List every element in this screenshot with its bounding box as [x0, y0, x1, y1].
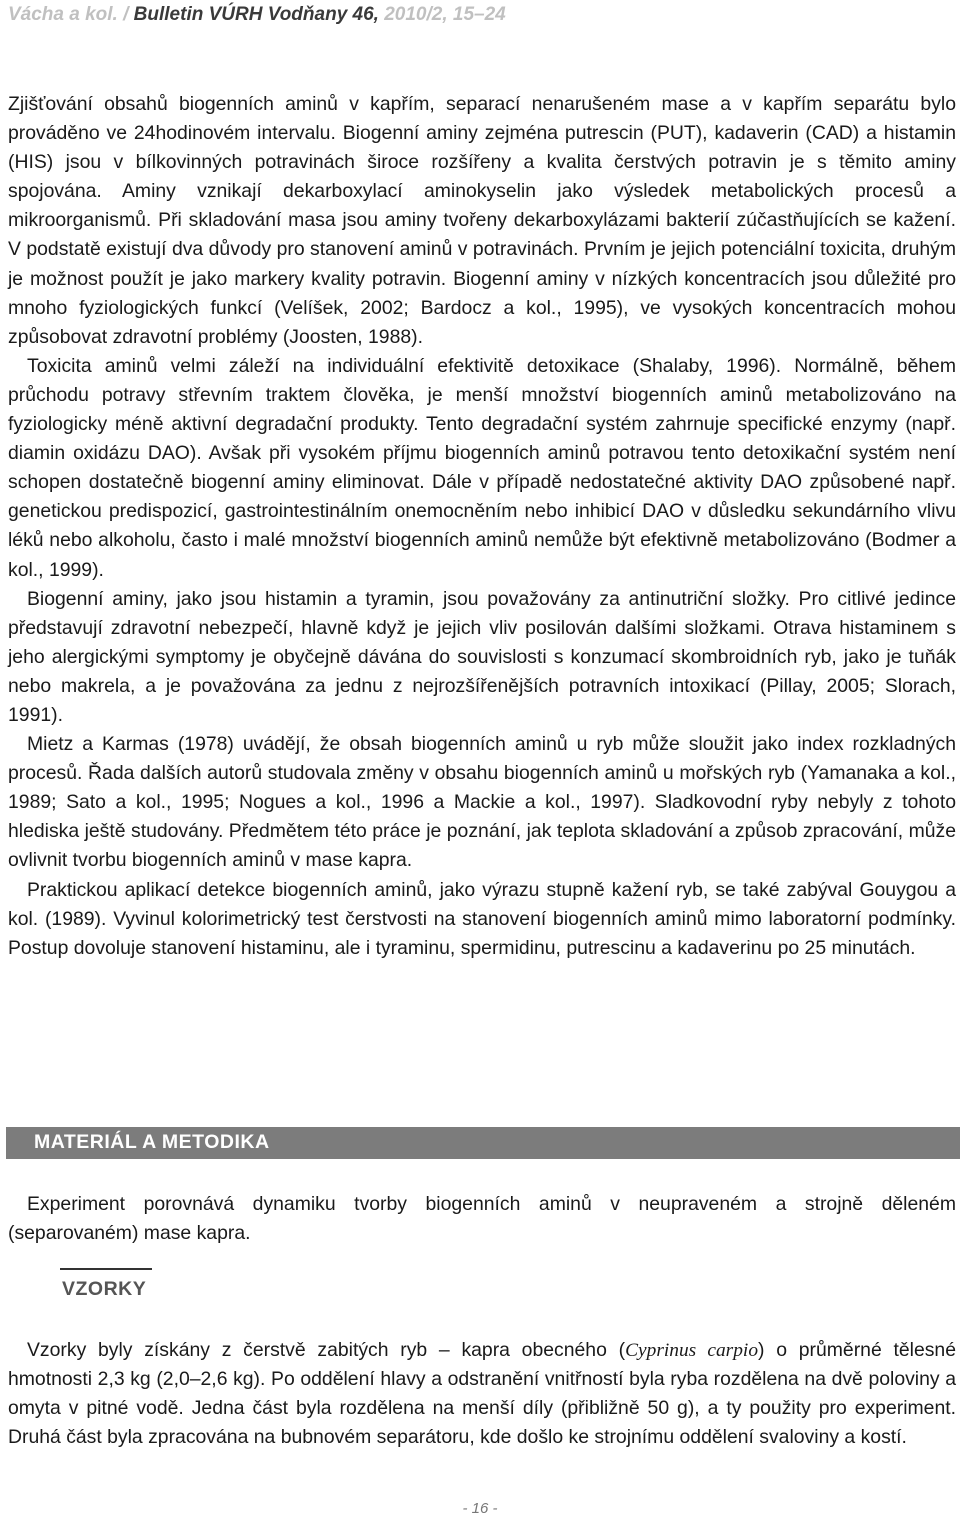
samples-text-after: ) o průměrné tělesné hmotnosti 2,3 kg (2,0–2,6 kg). Po oddělení hlavy a odstranění vnitřností byla ryba rozdělena na dvě poloviny a omyta v pitné vodě. Jedna část byla rozdělena na menší díly (přibližně 50 g), a ty použity pro experiment. Druhá část byla zpracována na bubnovém separátoru, kde došlo ke strojnímu oddělení svaloviny a kostí. — [8, 1339, 956, 1449]
running-header — [8, 4, 506, 26]
methods-intro-text — [8, 1190, 956, 1248]
species-name: Cyprinus carpio — [625, 1340, 759, 1361]
page-number: - 16 - — [462, 1500, 498, 1517]
header-authors: Vácha a kol. / — [8, 4, 134, 25]
intro-paragraph-4: Mietz a Karmas (1978) uvádějí, že obsah biogenních aminů u ryb může sloužit jako index rozkladných procesů. Řada dalších autorů studovala změny v obsahu biogenních aminů u mořských ryb (Yamanaka a kol., 1989; Sato a kol., 1995; Nogues a kol., 1996 a Mackie a kol., 1997). Sladkovodní ryby nebyly z tohoto hlediska ještě studovány. Předmětem této práce je poznání, jak teplota skladování a způsob zpracování, může ovlivnit tvorbu biogenních aminů v mase kapra. — [8, 733, 956, 872]
subheading-rule — [60, 1268, 152, 1270]
introduction-text — [8, 90, 956, 963]
methods-paragraph-1: Experiment porovnává dynamiku tvorby biogenních aminů v neupraveném a strojně děleném (separovaném) mase kapra. — [8, 1193, 956, 1245]
header-journal: Bulletin VÚRH Vodňany 46, — [133, 4, 385, 25]
intro-paragraph-1: Zjišťování obsahů biogenních aminů v kapřím, separací nenarušeném mase a v kapřím separátu bylo prováděno ve 24hodinovém intervalu. Biogenní aminy zejména putrescin (PUT), kadaverin (CAD) a histamin (HIS) jsou v bílkovinných potravinách široce rozšířeny a kvalita čerstvých potravin je s těmito aminy spojována. Aminy vznikají dekarboxylací aminokyselin jako výsledek metabolických procesů a mikroorganismů. Při skladování masa jsou aminy tvořeny dekarboxylázami bakterií zúčastňujících se kažení. V podstatě existují dva důvody pro stanovení aminů v potravinách. Prvním je jejich potenciální toxicita, druhým je možnost použít je jako markery kvality potravin. Biogenní aminy v nízkých koncentracích jsou důležité pro mnoho fyziologických funkcí (Velíšek, 2002; Bardocz a kol., 1995), ve vysokých koncentracích mohou způsobovat zdravotní problémy (Joosten, 1988). — [8, 93, 956, 348]
section-heading: MATERIÁL A METODIKA — [34, 1131, 270, 1153]
intro-paragraph-5: Praktickou aplikací detekce biogenních aminů, jako výrazu stupně kažení ryb, se také zabýval Gouygou a kol. (1989). Vyvinul kolorimetrický test čerstvosti na stanovení biogenních aminů mimo laboratorní podmínky. Postup dovoluje stanovení histaminu, ale i tyraminu, spermidinu, putrescinu a kadaverinu po 25 minutách. — [8, 878, 956, 959]
samples-paragraph-1 — [8, 1336, 956, 1452]
samples-text-before: Vzorky byly získány z čerstvě zabitých ryb – kapra obecného ( — [27, 1339, 626, 1361]
intro-paragraph-2: Toxicita aminů velmi záleží na individuální efektivitě detoxikace (Shalaby, 1996). Normálně, během průchodu potravy střevním traktem člověka, je menší množství biogenních aminů metabolizováno na fyziologicky méně aktivní degradační produkty. Tento degradační systém zahrnuje specifické enzymy (např. diamin oxidázu DAO). Avšak při vysokém příjmu biogenních aminů potravou tento detoxikační systém není schopen dostatečně biogenní aminy eliminovat. Dále v případě nedostatečné aktivity DAO způsobené např. genetickou predispozicí, gastrointestinálním onemocněním nebo inhibicí DAO v důsledku sekundárního vlivu léků nebo alkoholu, často i malé množství biogenních aminů nemůže být efektivně metabolizováno (Bodmer a kol., 1999). — [8, 354, 956, 581]
section-heading-bar — [6, 1127, 960, 1159]
subheading-samples: VZORKY — [62, 1278, 147, 1300]
header-volume: 2010/2, 15–24 — [384, 4, 506, 25]
intro-paragraph-3: Biogenní aminy, jako jsou histamin a tyramin, jsou považovány za antinutriční složky. Pro citlivé jedince představují zdravotní nebezpečí, hlavně když je jejich vliv posilován dalšími složkami. Otrava histaminem s jeho alergickými symptomy je obyčejně dávána do souvislosti s konzumací skombroidních ryb, jako je tuňák nebo makrela, a je považována za jednu z nejrozšířenějších potravních intoxikací (Pillay, 2005; Slorach, 1991). — [8, 587, 956, 726]
samples-text — [8, 1336, 956, 1452]
